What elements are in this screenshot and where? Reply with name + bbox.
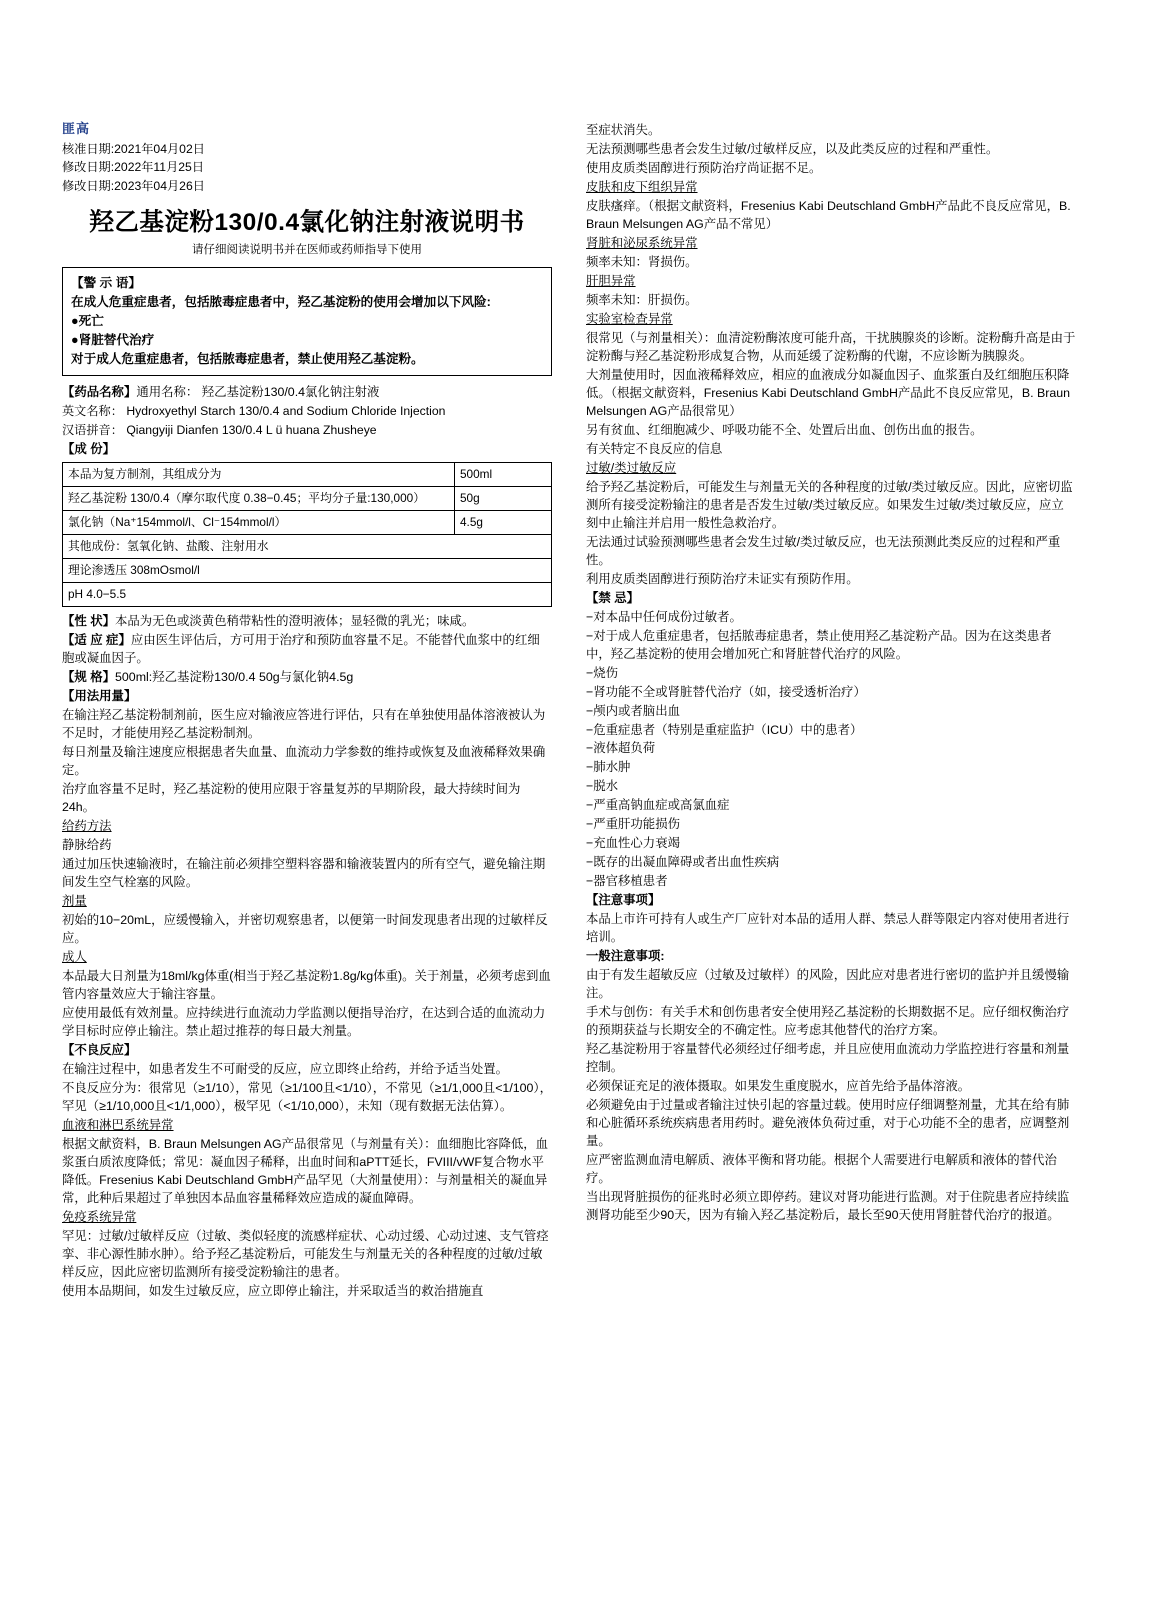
adverse-renal-text: 频率未知：肾损伤。: [586, 254, 698, 269]
warning-label: 【警 示 语】: [71, 276, 141, 291]
adverse-immune-text-cont: 使用本品期间，如发生过敏反应，应立即停止输注，并采取适当的救治措施直: [62, 1283, 484, 1298]
precautions-subhead: 一般注意事项:: [586, 949, 665, 964]
contraindication-item: −液体超负荷: [586, 741, 656, 756]
contraindication-item: −危重症患者（特别是重症监护（ICU）中的患者）: [586, 722, 863, 737]
table-row: [63, 511, 552, 535]
contraindications-label: 【禁 忌】: [586, 590, 640, 605]
ingredients-label: 【成 份】: [62, 441, 116, 456]
adverse-subhead-skin: 皮肤和皮下组织异常: [586, 179, 698, 194]
spec-text: 500ml:羟乙基淀粉130/0.4 50g与氯化钠4.5g: [115, 670, 354, 685]
drug-pinyin-name: 汉语拼音： Qiangyiji Dianfen 130/0.4 L ü huana Zhusheye: [62, 423, 377, 438]
continued-line-1: 至症状消失。: [586, 123, 661, 137]
drug-generic-name: 通用名称： 羟乙基淀粉130/0.4氯化钠注射液: [136, 385, 380, 400]
ingredient-value: 4.5g: [455, 511, 552, 535]
continued-line-2: 无法预测哪些患者会发生过敏/过敏样反应，以及此类反应的过程和严重性。: [586, 141, 999, 156]
adverse-subhead-liver: 肝胆异常: [586, 273, 636, 288]
usage-administration-text: 通过加压快速输液时，在输注前必须排空塑料容器和输液装置内的所有空气，避免输注期间发生空气栓塞的风险。: [62, 857, 546, 890]
adverse-subhead-allergy: 过敏/类过敏反应: [586, 460, 677, 475]
contraindication-item: −严重高钠血症或高氯血症: [586, 798, 730, 813]
usage-dose-text: 初始的10−20mL，应缓慢输入，并密切观察患者，以便第一时间发现患者出现的过敏样反应。: [62, 913, 548, 946]
precaution-item: 当出现肾脏损伤的征兆时必须立即停药。建议对肾功能进行监测。对于住院患者应持续监测肾功能至少90天，因为有输入羟乙基淀粉后，最长至90天使用肾脏替代治疗的报道。: [586, 1190, 1070, 1223]
warning-line-4: 对于成人危重症患者，包括脓毒症患者，禁止使用羟乙基淀粉。: [71, 351, 424, 366]
table-row: [63, 486, 552, 510]
contraindication-item: −颅内或者脑出血: [586, 703, 680, 718]
ingredient-name: 羟乙基淀粉 130/0.4（摩尔取代度 0.38−0.45；平均分子量:130,000）: [63, 486, 455, 510]
revision-date-2: 修改日期:2023年04月26日: [62, 178, 205, 193]
ingredient-name: 其他成份：氢氧化钠、盐酸、注射用水: [63, 535, 552, 559]
revision-date-1: 修改日期:2022年11月25日: [62, 160, 205, 175]
contraindication-item: −严重肝功能损伤: [586, 817, 680, 832]
properties-section: [62, 613, 552, 631]
drug-name-section: [62, 384, 552, 402]
contraindication-item: −充血性心力衰竭: [586, 836, 680, 851]
spec-section: [62, 669, 552, 687]
contraindication-item: −对本品中任何成份过敏者。: [586, 609, 742, 624]
contraindication-item: −对于成人危重症患者，包括脓毒症患者，禁止使用羟乙基淀粉产品。因为在这类患者中，羟乙基淀粉的使用会增加死亡和肾脏替代治疗的风险。: [586, 628, 1052, 661]
continued-line-3: 使用皮质类固醇进行预防治疗尚证据不足。: [586, 160, 822, 175]
usage-paragraph-3: 治疗血容量不足时，羟乙基淀粉的使用应限于容量复苏的早期阶段，最大持续时间为24h。: [62, 782, 521, 815]
usage-label: 【用法用量】: [62, 689, 137, 704]
adverse-immune-text: 罕见：过敏/过敏样反应（过敏、类似轻度的流感样症状、心动过缓、心动过速、支气管痉挛、非心源性肺水肿）。给予羟乙基淀粉后，可能发生与剂量无关的各种程度的过敏/过敏样反应，因此应密切监测所有接受淀粉输注的患者。: [62, 1228, 549, 1279]
adverse-allergy-text-3: 利用皮质类固醇进行预防治疗未证实有预防作用。: [586, 571, 859, 586]
approval-date: 核准日期:2021年04月02日: [62, 141, 205, 156]
precaution-item: 应严密监测血清电解质、液体平衡和肾功能。根据个人需要进行电解质和液体的替代治疗。: [586, 1153, 1057, 1186]
usage-subhead-dose: 剂量: [62, 894, 87, 909]
contraindication-item: −烧伤: [586, 665, 619, 680]
usage-administration-route: 静脉给药: [62, 838, 112, 853]
ingredient-name: 氯化钠（Na⁺154mmol/l、Cl⁻154mmol/l）: [63, 511, 455, 535]
usage-subhead-administration: 给药方法: [62, 819, 112, 834]
ingredient-value: 500ml: [455, 462, 552, 486]
company-logo: 匪高: [62, 121, 91, 136]
usage-adult-text-2: 应使用最低有效剂量。应持续进行血流动力学监测以便指导治疗，在达到合适的血流动力学目标时应停止输注。禁止超过推荐的每日最大剂量。: [62, 1006, 546, 1039]
table-row: [63, 535, 552, 559]
adverse-subhead-renal: 肾脏和泌尿系统异常: [586, 235, 698, 250]
usage-paragraph-2: 每日剂量及输注速度应根据患者失血量、血流动力学参数的维持或恢复及血液稀释效果确定。: [62, 745, 546, 778]
approval-dates: [62, 141, 552, 195]
adverse-subhead-blood: 血液和淋巴系统异常: [62, 1117, 174, 1132]
table-row: [63, 583, 552, 607]
usage-adult-text-1: 本品最大日剂量为18ml/kg体重(相当于羟乙基淀粉1.8g/kg体重)。关于剂量，必须考虑到血管内容量效应大于输注容量。: [62, 969, 551, 1002]
ingredient-name: pH 4.0−5.5: [63, 583, 552, 607]
precaution-item: 由于有发生超敏反应（过敏及过敏样）的风险，因此应对患者进行密切的监护并且缓慢输注。: [586, 968, 1070, 1001]
adverse-allergy-text-2: 无法通过试验预测哪些患者会发生过敏/类过敏反应，也无法预测此类反应的过程和严重性。: [586, 534, 1061, 567]
ingredient-name: 本品为复方制剂，其组成分为: [63, 462, 455, 486]
adverse-label: 【不良反应】: [62, 1043, 137, 1058]
adverse-skin-text: 皮肤瘙痒。（根据文献资料，Fresenius Kabi Deutschland GmbH产品此不良反应常见，B. Braun Melsungen AG产品不常见）: [586, 198, 1071, 231]
right-column: [586, 120, 1076, 1226]
table-row: [63, 462, 552, 486]
precautions-label: 【注意事项】: [586, 893, 661, 908]
adverse-allergy-text-1: 给予羟乙基淀粉后，可能发生与剂量无关的各种程度的过敏/类过敏反应。因此，应密切监测所有接受淀粉输注的患者是否发生过敏/类过敏反应。如果发生过敏/类过敏反应，应立刻中止输注并启用一般性急救治疗。: [586, 479, 1073, 530]
table-row: [63, 559, 552, 583]
indications-label: 【适 应 症】: [62, 633, 131, 648]
adverse-subhead-lab: 实验室检查异常: [586, 311, 673, 326]
usage-paragraph-1: 在输注羟乙基淀粉制剂前，医生应对输液应答进行评估，只有在单独使用晶体溶液被认为不足时，才能使用羟乙基淀粉制剂。: [62, 708, 546, 741]
contraindication-item: −既存的出凝血障碍或者出血性疾病: [586, 855, 780, 870]
contraindication-item: −器官移植患者: [586, 874, 668, 889]
adverse-lab-text-1: 很常见（与剂量相关）：血清淀粉酶浓度可能升高，干扰胰腺炎的诊断。淀粉酶升高是由于淀粉酶与羟乙基淀粉形成复合物，从而延缓了淀粉酶的代谢，不应诊断为胰腺炎。: [586, 330, 1076, 363]
usage-subhead-adult: 成人: [62, 950, 87, 965]
contraindication-item: −脱水: [586, 779, 619, 794]
indications-section: [62, 632, 552, 668]
warning-box: [62, 267, 552, 376]
ingredient-value: 50g: [455, 486, 552, 510]
ingredients-table: [62, 462, 552, 608]
adverse-paragraph-2: 不良反应分为：很常见（≥1/10），常见（≥1/100且<1/10），不常见（≥1/1,000且<1/100），罕见（≥1/10,000且<1/1,000），极罕见（<1/10,000），未知（现有数据无法估算）。: [62, 1080, 553, 1113]
precaution-item: 羟乙基淀粉用于容量替代必须经过仔细考虑，并且应使用血流动力学监控进行容量和剂量控制。: [586, 1042, 1070, 1075]
adverse-subhead-immune: 免疫系统异常: [62, 1209, 137, 1224]
ingredient-name: 理论渗透压 308mOsmol/l: [63, 559, 552, 583]
adverse-lab-text-2: 大剂量使用时，因血液稀释效应，相应的血液成分如凝血因子、血浆蛋白及红细胞压积降低。（根据文献资料，Fresenius Kabi Deutschland GmbH产品此不良反应常见，B. Braun Melsungen AG产品很常见）: [586, 367, 1071, 418]
precaution-item: 手术与创伤：有关手术和创伤患者安全使用羟乙基淀粉的长期数据不足。应仔细权衡治疗的预期获益与长期安全的不确定性。应考虑其他替代的治疗方案。: [586, 1005, 1070, 1038]
adverse-specific-info-head: 有关特定不良反应的信息: [586, 441, 723, 456]
properties-text: 本品为无色或淡黄色稍带粘性的澄明液体；显轻微的乳光；味咸。: [115, 614, 475, 629]
two-column-layout: [62, 120, 1089, 1302]
page-subtitle: 请仔细阅读说明书并在医师或药师指导下使用: [192, 244, 422, 257]
precaution-item: 必须保证充足的液体摄取。如果发生重度脱水，应首先给予晶体溶液。: [586, 1079, 971, 1094]
warning-line-2: ●死亡: [71, 313, 104, 328]
indications-text: 应由医生评估后，方可用于治疗和预防血容量不足。不能替代血浆中的红细胞或凝血因子。: [62, 633, 540, 666]
contraindication-item: −肾功能不全或肾脏替代治疗（如，接受透析治疗）: [586, 684, 866, 699]
spec-label: 【规 格】: [62, 670, 116, 685]
adverse-blood-text: 根据文献资料，B. Braun Melsungen AG产品很常见（与剂量有关）：血细胞比容降低，血浆蛋白质浓度降低；常见：凝血因子稀释，出血时间和aPTT延长，FVIII/vWF复合物水平降低。Fresenius Kabi Deutschland GmbH产品罕见（大剂量使用）：与剂量相关的凝血异常，此种后果超过了单独因本品血容量稀释效应造成的凝血障碍。: [62, 1136, 549, 1205]
adverse-paragraph-1: 在输注过程中，如患者发生不可耐受的反应，应立即终止给药，并给予适当处置。: [62, 1062, 509, 1076]
left-column: [62, 120, 552, 1302]
properties-label: 【性 状】: [62, 614, 116, 629]
precaution-item: 必须避免由于过量或者输注过快引起的容量过载。使用时应仔细调整剂量，尤其在给有肺和心脏循环系统疾病患者用药时。避免液体负荷过重，对于心功能不全的患者，应调整剂量。: [586, 1098, 1070, 1149]
adverse-liver-text: 频率未知：肝损伤。: [586, 292, 698, 307]
warning-line-3: ●肾脏替代治疗: [71, 332, 155, 347]
contraindication-item: −肺水肿: [586, 760, 631, 775]
precautions-intro: 本品上市许可持有人或生产厂应针对本品的适用人群、禁忌人群等限定内容对使用者进行培训。: [586, 912, 1070, 945]
warning-line-1: 在成人危重症患者，包括脓毒症患者中，羟乙基淀粉的使用会增加以下风险:: [71, 294, 491, 309]
drug-name-label: 【药品名称】: [62, 385, 137, 400]
page-title: 羟乙基淀粉130/0.4氯化钠注射液说明书: [89, 208, 525, 236]
adverse-lab-text-3: 另有贫血、红细胞减少、呼吸功能不全、处置后出血、创伤出血的报告。: [586, 422, 983, 437]
drug-english-name: 英文名称： Hydroxyethyl Starch 130/0.4 and Sodium Chloride Injection: [62, 404, 446, 419]
